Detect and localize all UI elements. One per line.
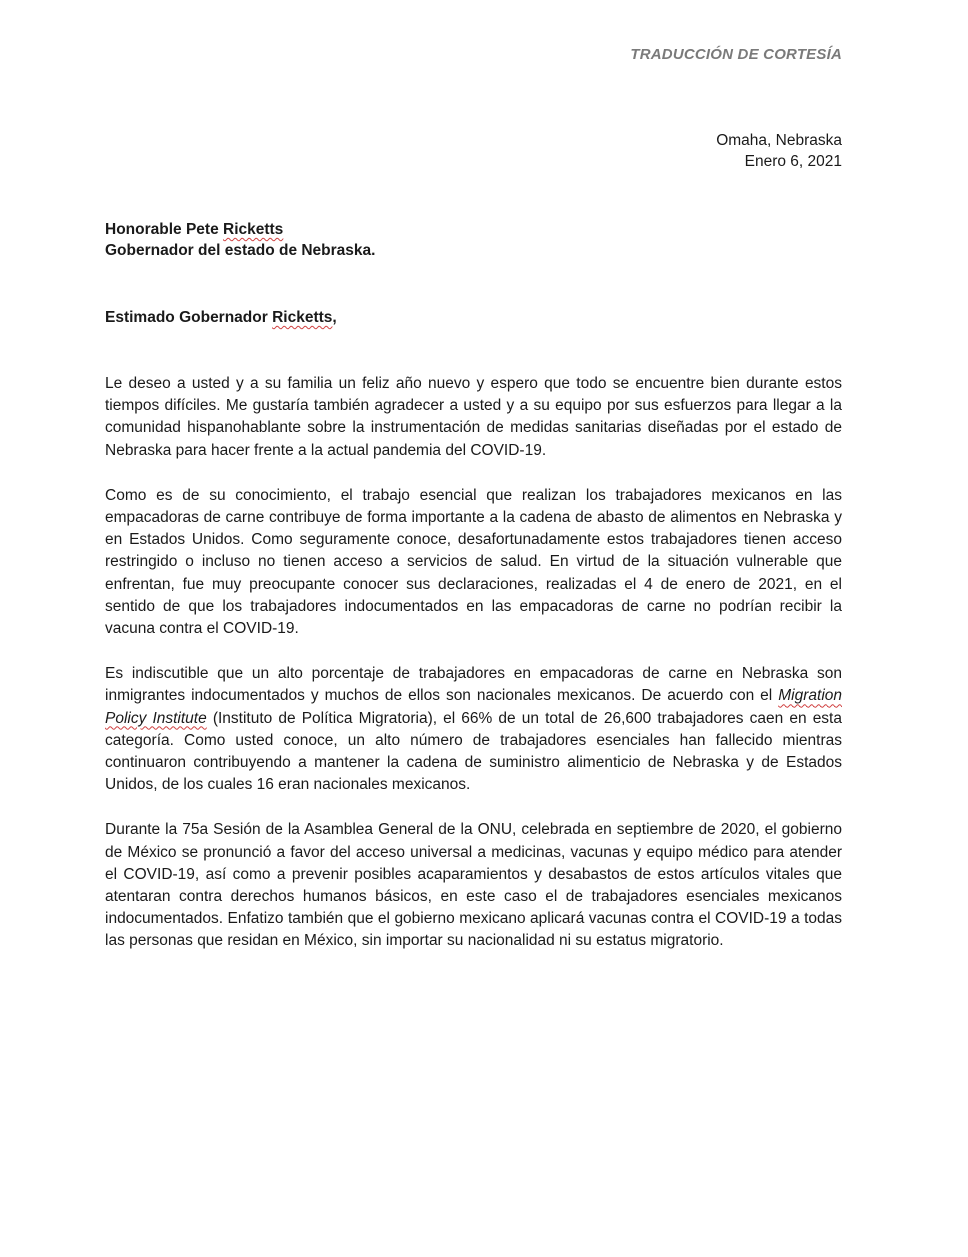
paragraph-4: Durante la 75a Sesión de la Asamblea General de la ONU, celebrada en septiembre de 2020, el gobierno de México se pronunció a favor del acceso universal a medicinas, vacunas y equipo médico para atender el COVID-19, así como a prevenir posibles acaparamientos y desabastos de estos artículos vitales que atentaran contra derechos humanos básicos, en este caso el de trabajadores esenciales mexicanos indocumentados. Enfatizo también que el gobierno mexicano aplicará vacunas contra el COVID-19 a todas las personas que residan en México, sin importar su nacionalidad ni su estatus migratorio. (105, 821, 842, 950)
recipient-block (105, 219, 375, 261)
institute-name: Migration Policy Institute (105, 687, 842, 727)
recipient-prefix: Honorable Pete (105, 221, 223, 238)
salutation-prefix: Estimado Gobernador (105, 309, 273, 326)
place-line: Omaha, Nebraska (716, 132, 842, 149)
courtesy-translation-label: TRADUCCIÓN DE CORTESÍA (630, 46, 842, 63)
date-line: Enero 6, 2021 (744, 153, 842, 170)
recipient-name-line (105, 219, 375, 240)
paragraph-1: Le deseo a usted y a su familia un feliz año nuevo y espero que todo se encuentre bien durante estos tiempos difíciles. Me gustaría también agradecer a usted y a su equipo por sus esfuerzos para llegar a la comunidad hispanohablante sobre la instrumentación de medidas sanitarias diseñadas por el estado de Nebraska para hacer frente a la actual pandemia del COVID-19. (105, 375, 842, 459)
paragraph-2: Como es de su conocimiento, el trabajo esencial que realizan los trabajadores mexicanos en las empacadoras de carne contribuye de forma importante a la cadena de abasto de alimentos en Nebraska y en Estados Unidos. Como seguramente conoce, desafortunadamente estos trabajadores tienen acceso restringido o incluso no tienen acceso a servicios de salud. En virtud de la situación vulnerable que enfrentan, fue muy preocupante conocer sus declaraciones, realizadas el 4 de enero de 2021, en el sentido de que los trabajadores indocumentados en las empacadoras de carne no podrían recibir la vacuna contra el COVID-19. (105, 486, 842, 638)
paragraph-3-start: Es indiscutible que un alto porcentaje de trabajadores en empacadoras de carne en Nebraska son inmigrantes indocumentados y muchos de ellos son nacionales mexicanos. De acuerdo con el (105, 665, 842, 705)
salutation (105, 309, 337, 327)
letter-body (105, 373, 842, 976)
salutation-name: Ricketts (272, 309, 333, 326)
salutation-suffix: , (332, 309, 337, 326)
paragraph-3-end: (Instituto de Política Migratoria), el 66% de un total de 26,600 trabajadores caen en esta categoría. Como usted conoce, un alto número de trabajadores esenciales han fallecido mientras continuaron contribuyendo a mantener la cadena de suministro alimenticio de Nebraska y de Estados Unidos, de los cuales 16 eran nacionales mexicanos. (105, 709, 842, 794)
recipient-surname: Ricketts (223, 221, 284, 238)
recipient-title-line: Gobernador del estado de Nebraska. (105, 242, 376, 259)
place-date-block (716, 130, 842, 172)
paragraph-3 (105, 663, 842, 796)
